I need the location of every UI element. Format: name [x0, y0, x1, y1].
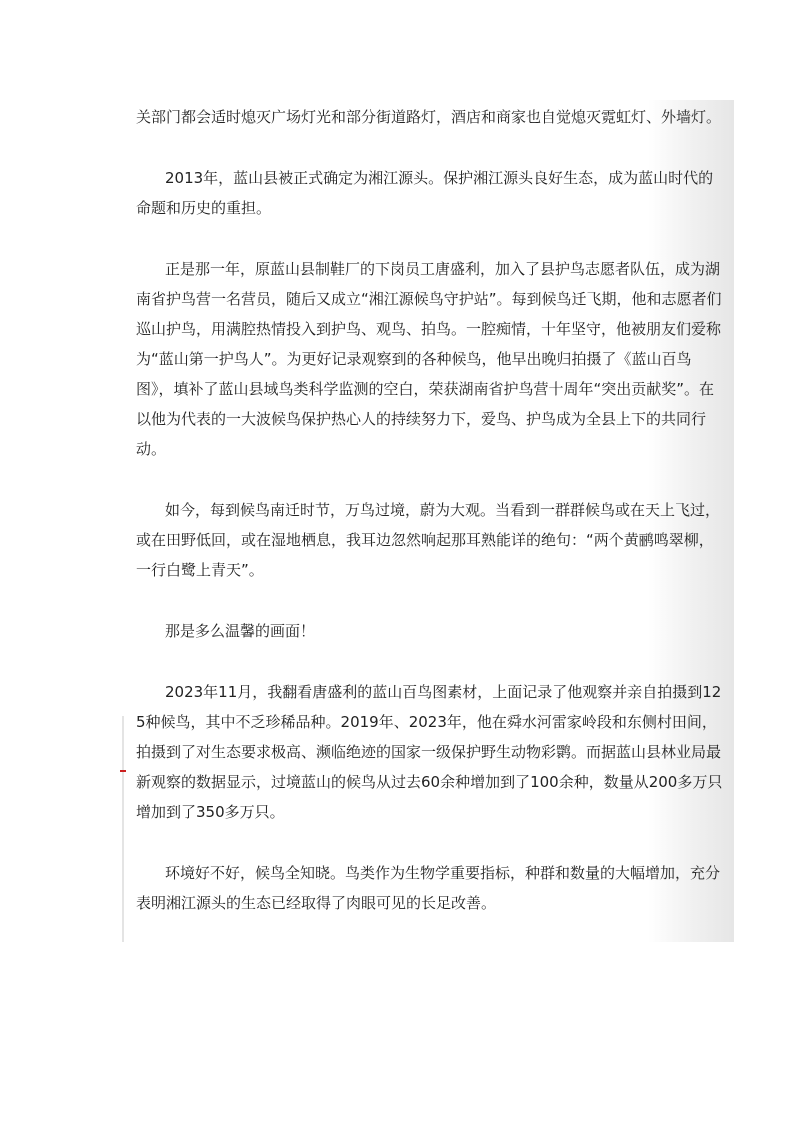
red-margin-marker [120, 770, 126, 772]
paragraph-4: 如今，每到候鸟南迁时节，万鸟过境，蔚为大观。当看到一群群候鸟或在天上飞过，或在田野低回，或在湿地栖息，我耳边忽然响起那耳熟能详的绝句：“两个黄鹂鸣翠柳，一行白鹭上青天”。 [136, 501, 721, 579]
paragraph-7: 环境好不好，候鸟全知晓。鸟类作为生物学重要指标，种群和数量的大幅增加，充分表明湘江源头的生态已经取得了肉眼可见的长足改善。 [136, 864, 721, 912]
paragraph-2: 2013年，蓝山县被正式确定为湘江源头。保护湘江源头良好生态，成为蓝山时代的命题和历史的重担。 [136, 169, 714, 217]
paragraph-3: 正是那一年，原蓝山县制鞋厂的下岗员工唐盛利，加入了县护鸟志愿者队伍，成为湖南省护鸟营一名营员，随后又成立“湘江源候鸟守护站”。每到候鸟迁飞期，他和志愿者们巡山护鸟，用满腔热情投入到护鸟、观鸟、拍鸟。一腔痴情，十年坚守，他被朋友们爱称为“蓝山第一护鸟人”。为更好记录观察到的各种候鸟，他早出晚归拍摄了《蓝山百鸟图》，填补了蓝山县域鸟类科学监测的空白，荣获湖南省护鸟营十周年“突出贡献奖”。在以他为代表的一大波候鸟保护热心人的持续努力下，爱鸟、护鸟成为全县上下的共同行动。 [136, 260, 722, 458]
paragraph-1: 关部门都会适时熄灭广场灯光和部分街道路灯，酒店和商家也自觉熄灭霓虹灯、外墙灯。 [136, 108, 722, 126]
left-margin-rule [122, 716, 124, 942]
article-body [136, 102, 726, 949]
paragraph-6: 2023年11月，我翻看唐盛利的蓝山百鸟图素材，上面记录了他观察并亲自拍摄到125种候鸟，其中不乏珍稀品种。2019年、2023年，他在舜水河雷家岭段和东侧村田间，拍摄到了对生态要求极高、濒临绝迹的国家一级保护野生动物彩鹮。而据蓝山县林业局最新观察的数据显示，过境蓝山的候鸟从过去60余种增加到了100余种，数量从200多万只增加到了350多万只。 [136, 683, 723, 821]
paragraph-5: 那是多么温馨的画面！ [165, 622, 316, 640]
